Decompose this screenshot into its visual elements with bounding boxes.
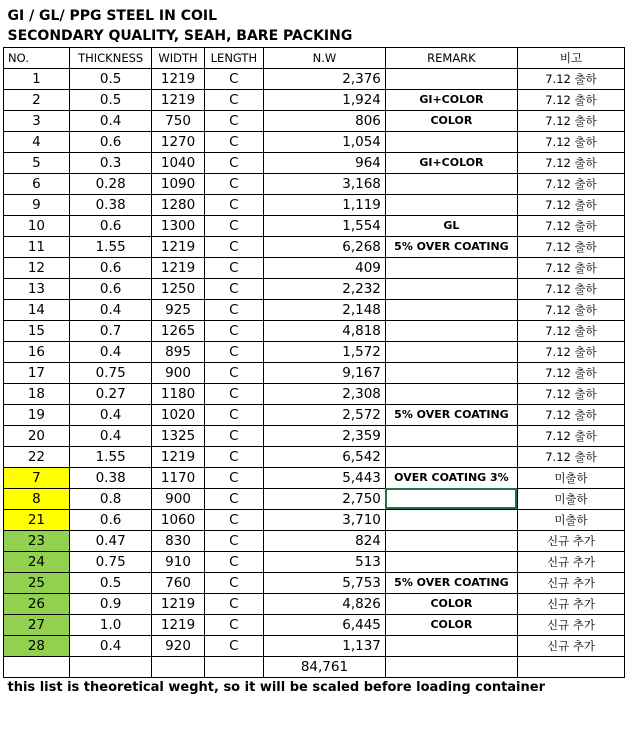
cell-length[interactable]: C — [204, 215, 263, 236]
cell-no[interactable]: 7 — [4, 467, 70, 488]
cell-nw[interactable]: 2,148 — [264, 299, 386, 320]
cell-nw[interactable]: 1,554 — [264, 215, 386, 236]
cell-nw[interactable]: 2,232 — [264, 278, 386, 299]
table-row — [4, 173, 625, 194]
cell-width[interactable]: 1265 — [152, 320, 204, 341]
cell-width[interactable]: 1219 — [152, 89, 204, 110]
cell-no[interactable]: 5 — [4, 152, 70, 173]
cell-width[interactable]: 900 — [152, 488, 204, 509]
cell-length[interactable]: C — [204, 383, 263, 404]
header-nw[interactable]: N.W — [264, 47, 386, 68]
cell-length[interactable]: C — [204, 110, 263, 131]
cell-no[interactable]: 21 — [4, 509, 70, 530]
cell-no[interactable]: 13 — [4, 278, 70, 299]
cell-note[interactable]: 7.12 출하 — [517, 257, 624, 278]
cell-thickness[interactable]: 0.8 — [69, 488, 152, 509]
cell-remark[interactable] — [385, 320, 517, 341]
cell-thickness[interactable]: 0.28 — [69, 173, 152, 194]
cell-thickness[interactable]: 1.55 — [69, 236, 152, 257]
cell-nw[interactable]: 824 — [264, 530, 386, 551]
cell-nw[interactable]: 5,443 — [264, 467, 386, 488]
table-row — [4, 89, 625, 110]
empty-cell[interactable] — [69, 656, 152, 677]
cell-remark[interactable]: 5% OVER COATING — [385, 572, 517, 593]
cell-thickness[interactable]: 0.6 — [69, 257, 152, 278]
cell-remark[interactable] — [385, 488, 517, 509]
cell-width[interactable]: 925 — [152, 299, 204, 320]
cell-nw[interactable]: 513 — [264, 551, 386, 572]
cell-length[interactable]: C — [204, 362, 263, 383]
coil-table — [3, 5, 625, 698]
cell-nw[interactable]: 1,054 — [264, 131, 386, 152]
cell-note[interactable]: 7.12 출하 — [517, 446, 624, 467]
cell-remark[interactable]: GL — [385, 215, 517, 236]
cell-length[interactable]: C — [204, 68, 263, 89]
cell-width[interactable]: 1300 — [152, 215, 204, 236]
cell-note[interactable]: 7.12 출하 — [517, 173, 624, 194]
cell-no[interactable]: 1 — [4, 68, 70, 89]
cell-width[interactable]: 1280 — [152, 194, 204, 215]
cell-remark[interactable] — [385, 341, 517, 362]
cell-thickness[interactable]: 0.4 — [69, 425, 152, 446]
cell-length[interactable]: C — [204, 572, 263, 593]
cell-width[interactable]: 895 — [152, 341, 204, 362]
empty-cell[interactable] — [152, 656, 204, 677]
cell-nw[interactable]: 806 — [264, 110, 386, 131]
cell-width[interactable]: 830 — [152, 530, 204, 551]
cell-note[interactable]: 7.12 출하 — [517, 299, 624, 320]
cell-width[interactable]: 760 — [152, 572, 204, 593]
cell-width[interactable]: 1219 — [152, 257, 204, 278]
cell-remark[interactable] — [385, 131, 517, 152]
cell-note[interactable]: 신규 추가 — [517, 530, 624, 551]
table-row — [4, 131, 625, 152]
cell-no[interactable]: 18 — [4, 383, 70, 404]
cell-width[interactable]: 1020 — [152, 404, 204, 425]
cell-width[interactable]: 1219 — [152, 614, 204, 635]
cell-length[interactable]: C — [204, 131, 263, 152]
cell-remark[interactable] — [385, 551, 517, 572]
table-row — [4, 341, 625, 362]
cell-remark[interactable] — [385, 194, 517, 215]
cell-remark[interactable] — [385, 278, 517, 299]
table-row — [4, 236, 625, 257]
total-nw-cell[interactable]: 84,761 — [264, 656, 386, 677]
cell-note[interactable]: 7.12 출하 — [517, 68, 624, 89]
table-row — [4, 614, 625, 635]
cell-nw[interactable]: 6,542 — [264, 446, 386, 467]
table-row — [4, 194, 625, 215]
cell-note[interactable]: 7.12 출하 — [517, 404, 624, 425]
sheet-subtitle[interactable]: SECONDARY QUALITY, SEAH, BARE PACKING — [7, 28, 353, 45]
cell-no[interactable]: 28 — [4, 635, 70, 656]
cell-width[interactable]: 1219 — [152, 593, 204, 614]
cell-no[interactable]: 2 — [4, 89, 70, 110]
cell-note[interactable]: 미출하 — [517, 488, 624, 509]
cell-thickness[interactable]: 0.6 — [69, 278, 152, 299]
table-row — [4, 362, 625, 383]
header-row — [4, 47, 625, 68]
cell-note[interactable]: 미출하 — [517, 509, 624, 530]
cell-note[interactable]: 7.12 출하 — [517, 278, 624, 299]
cell-length[interactable]: C — [204, 446, 263, 467]
cell-note[interactable]: 7.12 출하 — [517, 131, 624, 152]
cell-no[interactable]: 4 — [4, 131, 70, 152]
cell-thickness[interactable]: 0.4 — [69, 110, 152, 131]
cell-remark[interactable] — [385, 425, 517, 446]
cell-thickness[interactable]: 0.6 — [69, 215, 152, 236]
empty-cell[interactable] — [385, 26, 624, 47]
table-row — [4, 215, 625, 236]
cell-remark[interactable]: COLOR — [385, 110, 517, 131]
cell-width[interactable]: 900 — [152, 362, 204, 383]
cell-no[interactable]: 24 — [4, 551, 70, 572]
cell-remark[interactable]: 5% OVER COATING — [385, 404, 517, 425]
cell-thickness[interactable]: 0.6 — [69, 131, 152, 152]
cell-remark[interactable] — [385, 299, 517, 320]
cell-note[interactable]: 7.12 출하 — [517, 320, 624, 341]
cell-remark[interactable]: GI+COLOR — [385, 89, 517, 110]
empty-cell[interactable] — [204, 656, 263, 677]
cell-note[interactable]: 신규 추가 — [517, 572, 624, 593]
cell-note[interactable]: 7.12 출하 — [517, 341, 624, 362]
cell-no[interactable]: 6 — [4, 173, 70, 194]
cell-remark[interactable] — [385, 362, 517, 383]
cell-remark[interactable] — [385, 257, 517, 278]
cell-nw[interactable]: 2,750 — [264, 488, 386, 509]
header-width[interactable]: WIDTH — [152, 47, 204, 68]
cell-thickness[interactable]: 0.4 — [69, 404, 152, 425]
cell-no[interactable]: 8 — [4, 488, 70, 509]
cell-length[interactable]: C — [204, 467, 263, 488]
cell-length[interactable]: C — [204, 530, 263, 551]
cell-note[interactable]: 7.12 출하 — [517, 362, 624, 383]
cell-note[interactable]: 신규 추가 — [517, 551, 624, 572]
cell-note[interactable]: 7.12 출하 — [517, 425, 624, 446]
cell-nw[interactable]: 1,119 — [264, 194, 386, 215]
table-row — [4, 467, 625, 488]
empty-cell[interactable] — [517, 656, 624, 677]
cell-remark[interactable] — [385, 635, 517, 656]
cell-length[interactable]: C — [204, 635, 263, 656]
cell-thickness[interactable]: 0.6 — [69, 509, 152, 530]
cell-nw[interactable]: 2,359 — [264, 425, 386, 446]
cell-no[interactable]: 25 — [4, 572, 70, 593]
cell-length[interactable]: C — [204, 509, 263, 530]
header-remark[interactable]: REMARK — [385, 47, 517, 68]
cell-length[interactable]: C — [204, 341, 263, 362]
cell-length[interactable]: C — [204, 488, 263, 509]
cell-thickness[interactable]: 0.38 — [69, 194, 152, 215]
cell-nw[interactable]: 6,268 — [264, 236, 386, 257]
cell-note[interactable]: 7.12 출하 — [517, 110, 624, 131]
cell-width[interactable]: 1170 — [152, 467, 204, 488]
cell-nw[interactable]: 2,572 — [264, 404, 386, 425]
cell-nw[interactable]: 2,308 — [264, 383, 386, 404]
cell-note[interactable]: 7.12 출하 — [517, 152, 624, 173]
cell-nw[interactable]: 5,753 — [264, 572, 386, 593]
cell-nw[interactable]: 3,710 — [264, 509, 386, 530]
cell-thickness[interactable]: 0.47 — [69, 530, 152, 551]
cell-note[interactable]: 신규 추가 — [517, 614, 624, 635]
cell-remark[interactable]: OVER COATING 3% — [385, 467, 517, 488]
cell-nw[interactable]: 1,137 — [264, 635, 386, 656]
cell-no[interactable]: 16 — [4, 341, 70, 362]
cell-width[interactable]: 1270 — [152, 131, 204, 152]
cell-length[interactable]: C — [204, 614, 263, 635]
cell-remark[interactable] — [385, 509, 517, 530]
table-row — [4, 110, 625, 131]
cell-thickness[interactable]: 0.5 — [69, 572, 152, 593]
cell-remark[interactable]: COLOR — [385, 593, 517, 614]
cell-nw[interactable]: 9,167 — [264, 362, 386, 383]
cell-length[interactable]: C — [204, 404, 263, 425]
footer-note[interactable]: this list is theoretical weght, so it will be scaled before loading container — [7, 680, 545, 696]
cell-thickness[interactable]: 0.4 — [69, 299, 152, 320]
cell-width[interactable]: 1180 — [152, 383, 204, 404]
cell-width[interactable]: 1090 — [152, 173, 204, 194]
table-row — [4, 425, 625, 446]
cell-thickness[interactable]: 0.75 — [69, 551, 152, 572]
table-row — [4, 593, 625, 614]
cell-remark[interactable]: 5% OVER COATING — [385, 236, 517, 257]
cell-thickness[interactable]: 0.7 — [69, 320, 152, 341]
table-row — [4, 572, 625, 593]
cell-no[interactable]: 26 — [4, 593, 70, 614]
cell-length[interactable]: C — [204, 194, 263, 215]
table-row — [4, 509, 625, 530]
cell-note[interactable]: 신규 추가 — [517, 593, 624, 614]
table-row — [4, 551, 625, 572]
cell-length[interactable]: C — [204, 173, 263, 194]
cell-nw[interactable]: 1,924 — [264, 89, 386, 110]
cell-no[interactable]: 12 — [4, 257, 70, 278]
cell-length[interactable]: C — [204, 320, 263, 341]
cell-thickness[interactable]: 0.3 — [69, 152, 152, 173]
total-row — [4, 656, 625, 677]
cell-width[interactable]: 920 — [152, 635, 204, 656]
cell-nw[interactable]: 409 — [264, 257, 386, 278]
cell-no[interactable]: 22 — [4, 446, 70, 467]
sheet-title[interactable]: GI / GL/ PPG STEEL IN COIL — [7, 7, 218, 24]
footer-row — [4, 677, 625, 698]
table-row — [4, 299, 625, 320]
cell-length[interactable]: C — [204, 236, 263, 257]
cell-remark[interactable] — [385, 383, 517, 404]
table-row — [4, 257, 625, 278]
cell-width[interactable]: 1040 — [152, 152, 204, 173]
cell-nw[interactable]: 964 — [264, 152, 386, 173]
empty-cell[interactable] — [4, 656, 70, 677]
empty-cell[interactable] — [385, 656, 517, 677]
cell-width[interactable]: 1250 — [152, 278, 204, 299]
cell-width[interactable]: 1219 — [152, 236, 204, 257]
cell-length[interactable]: C — [204, 593, 263, 614]
table-row — [4, 68, 625, 89]
cell-thickness[interactable]: 0.4 — [69, 341, 152, 362]
cell-remark[interactable] — [385, 68, 517, 89]
cell-no[interactable]: 19 — [4, 404, 70, 425]
header-no[interactable]: NO. — [4, 47, 70, 68]
cell-no[interactable]: 3 — [4, 110, 70, 131]
cell-nw[interactable]: 6,445 — [264, 614, 386, 635]
cell-note[interactable]: 미출하 — [517, 467, 624, 488]
cell-remark[interactable]: GI+COLOR — [385, 152, 517, 173]
cell-remark[interactable] — [385, 530, 517, 551]
cell-thickness[interactable]: 0.27 — [69, 383, 152, 404]
table-row — [4, 446, 625, 467]
cell-width[interactable]: 910 — [152, 551, 204, 572]
cell-thickness[interactable]: 0.9 — [69, 593, 152, 614]
table-row — [4, 635, 625, 656]
cell-no[interactable]: 17 — [4, 362, 70, 383]
cell-thickness[interactable]: 0.5 — [69, 68, 152, 89]
cell-length[interactable]: C — [204, 152, 263, 173]
cell-no[interactable]: 14 — [4, 299, 70, 320]
cell-thickness[interactable]: 0.75 — [69, 362, 152, 383]
cell-length[interactable]: C — [204, 89, 263, 110]
table-row — [4, 278, 625, 299]
cell-width[interactable]: 1219 — [152, 68, 204, 89]
cell-note[interactable]: 7.12 출하 — [517, 215, 624, 236]
header-thickness[interactable]: THICKNESS — [69, 47, 152, 68]
cell-note[interactable]: 7.12 출하 — [517, 89, 624, 110]
table-row — [4, 152, 625, 173]
cell-note[interactable]: 7.12 출하 — [517, 383, 624, 404]
cell-width[interactable]: 1060 — [152, 509, 204, 530]
cell-no[interactable]: 27 — [4, 614, 70, 635]
table-row — [4, 488, 625, 509]
cell-length[interactable]: C — [204, 551, 263, 572]
cell-nw[interactable]: 4,826 — [264, 593, 386, 614]
cell-no[interactable]: 11 — [4, 236, 70, 257]
empty-cell[interactable] — [385, 5, 624, 26]
table-row — [4, 404, 625, 425]
cell-no[interactable]: 10 — [4, 215, 70, 236]
table-row — [4, 530, 625, 551]
cell-width[interactable]: 1325 — [152, 425, 204, 446]
cell-note[interactable]: 7.12 출하 — [517, 236, 624, 257]
table-row — [4, 383, 625, 404]
cell-no[interactable]: 20 — [4, 425, 70, 446]
cell-remark[interactable] — [385, 446, 517, 467]
cell-note[interactable]: 신규 추가 — [517, 635, 624, 656]
cell-nw[interactable]: 2,376 — [264, 68, 386, 89]
cell-no[interactable]: 9 — [4, 194, 70, 215]
table-row — [4, 320, 625, 341]
cell-thickness[interactable]: 1.55 — [69, 446, 152, 467]
cell-thickness[interactable]: 0.38 — [69, 467, 152, 488]
header-note[interactable]: 비고 — [517, 47, 624, 68]
cell-thickness[interactable]: 0.5 — [69, 89, 152, 110]
cell-length[interactable]: C — [204, 425, 263, 446]
cell-length[interactable]: C — [204, 257, 263, 278]
cell-nw[interactable]: 1,572 — [264, 341, 386, 362]
header-length[interactable]: LENGTH — [204, 47, 263, 68]
cell-remark[interactable]: COLOR — [385, 614, 517, 635]
cell-width[interactable]: 750 — [152, 110, 204, 131]
cell-length[interactable]: C — [204, 278, 263, 299]
cell-thickness[interactable]: 0.4 — [69, 635, 152, 656]
cell-note[interactable]: 7.12 출하 — [517, 194, 624, 215]
cell-remark[interactable] — [385, 173, 517, 194]
cell-length[interactable]: C — [204, 299, 263, 320]
cell-thickness[interactable]: 1.0 — [69, 614, 152, 635]
cell-no[interactable]: 23 — [4, 530, 70, 551]
cell-no[interactable]: 15 — [4, 320, 70, 341]
cell-nw[interactable]: 3,168 — [264, 173, 386, 194]
cell-nw[interactable]: 4,818 — [264, 320, 386, 341]
cell-width[interactable]: 1219 — [152, 446, 204, 467]
